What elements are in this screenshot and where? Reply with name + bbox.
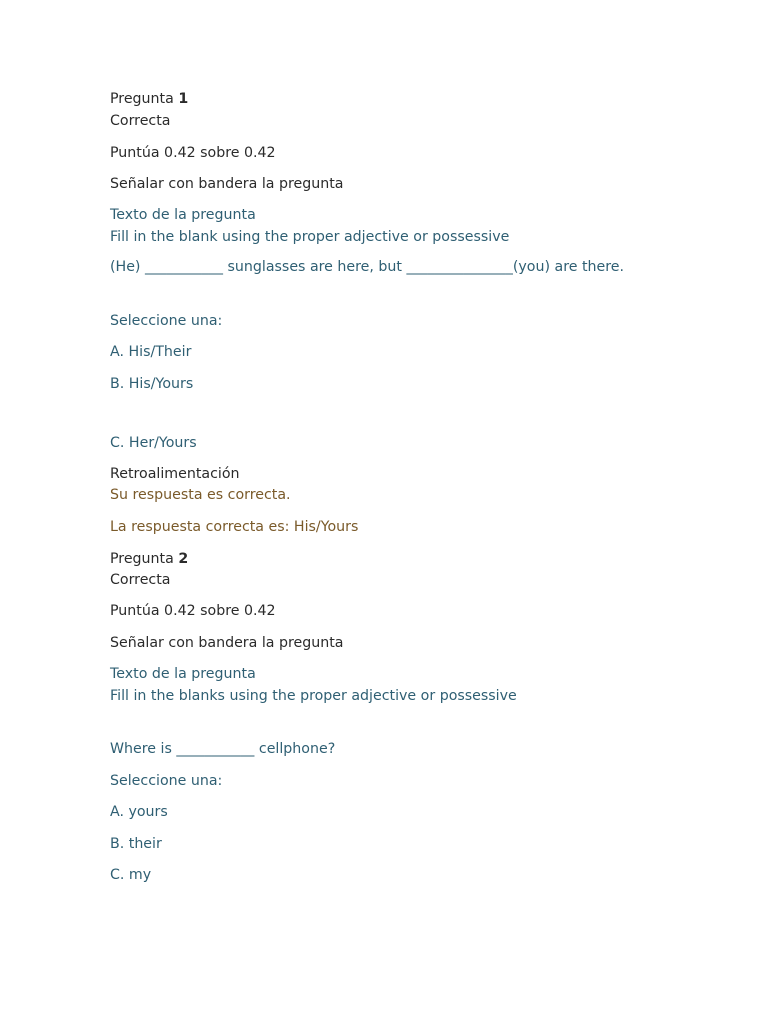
q2-status: Correcta: [110, 572, 171, 588]
q1-flag-link[interactable]: Señalar con bandera la pregunta: [110, 176, 344, 192]
q1-sentence: (He) ___________ sunglasses are here, but _______________(you) are there.: [110, 259, 625, 275]
q2-instruction: Fill in the blanks using the proper adjective or possessive: [110, 688, 517, 704]
q1-correct-answer: La respuesta correcta es: His/Yours: [110, 519, 359, 535]
q1-header: [110, 90, 188, 108]
q2-sentence: Where is ___________ cellphone?: [110, 741, 336, 757]
q2-text-label: Texto de la pregunta: [110, 666, 256, 682]
q1-text-label: Texto de la pregunta: [110, 207, 256, 223]
q1-option-c[interactable]: C. Her/Yours: [110, 435, 197, 451]
q1-select-label: Seleccione una:: [110, 313, 223, 329]
q2-number: 2: [178, 551, 189, 567]
q2-option-a[interactable]: A. yours: [110, 804, 168, 820]
q2-option-b[interactable]: B. their: [110, 836, 162, 852]
q2-score: Puntúa 0.42 sobre 0.42: [110, 603, 276, 619]
q2-flag-link[interactable]: Señalar con bandera la pregunta: [110, 635, 344, 651]
q1-feedback: Su respuesta es correcta.: [110, 487, 291, 503]
q1-option-a[interactable]: A. His/Their: [110, 344, 192, 360]
q2-header: [110, 550, 188, 568]
q1-instruction: Fill in the blank using the proper adjective or possessive: [110, 229, 510, 245]
q1-header-label: Pregunta: [110, 91, 174, 107]
q2-select-label: Seleccione una:: [110, 773, 223, 789]
q1-feedback-label: Retroalimentación: [110, 466, 240, 482]
q1-score: Puntúa 0.42 sobre 0.42: [110, 145, 276, 161]
q2-header-label: Pregunta: [110, 551, 174, 567]
q1-number: 1: [178, 91, 189, 107]
q1-status: Correcta: [110, 113, 171, 129]
q1-option-b[interactable]: B. His/Yours: [110, 376, 194, 392]
q2-option-c[interactable]: C. my: [110, 867, 152, 883]
